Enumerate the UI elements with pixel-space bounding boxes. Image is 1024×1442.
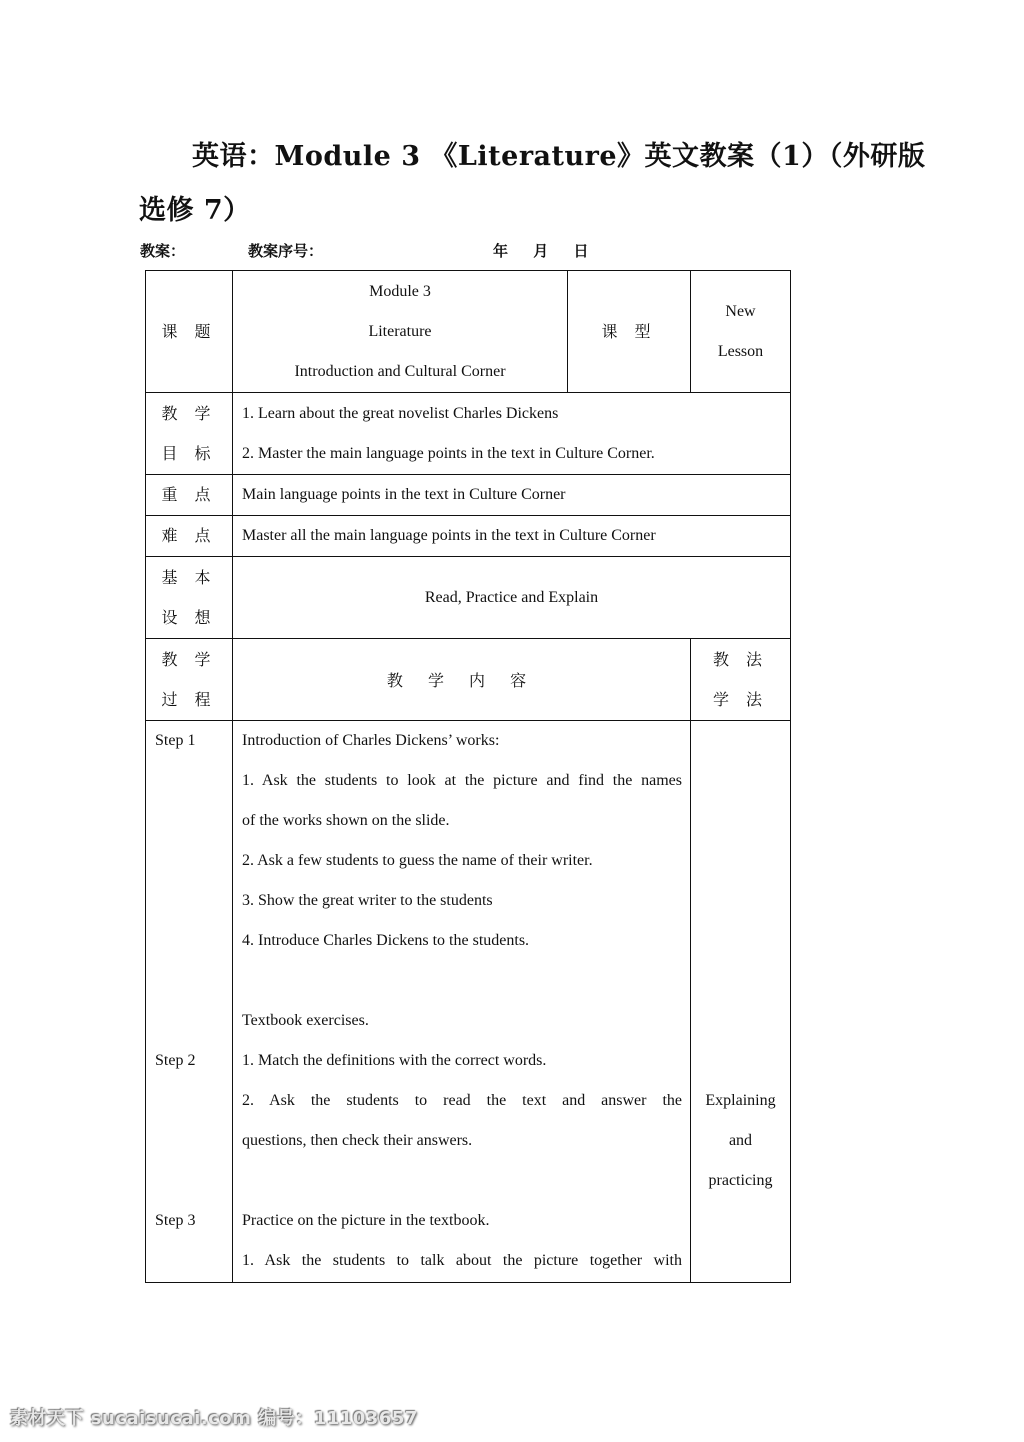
method-header-line: 教 法: [712, 649, 769, 669]
process-body-row: [146, 721, 791, 1283]
process-header-row: [146, 639, 791, 721]
objectives-value: [233, 393, 791, 475]
content-line: 4. Introduce Charles Dickens to the students.: [242, 932, 530, 949]
month-label: 月: [533, 242, 550, 260]
topic-row: [146, 271, 791, 393]
objectives-row: [146, 393, 791, 475]
content-header: 教 学 内 容: [233, 639, 691, 721]
type-value: [691, 271, 791, 393]
step-label: Step 3: [155, 1212, 196, 1229]
type-line: Lesson: [717, 342, 764, 360]
method-line: Explaining: [705, 1092, 776, 1109]
difficulty-row: [146, 516, 791, 557]
method-header-line: 学 法: [712, 689, 769, 709]
process-label-line: 教 学: [161, 649, 217, 669]
step-label: Step 2: [155, 1052, 196, 1069]
lesson-number-label: 教案序号：: [248, 242, 324, 260]
content-line: 1. Ask the students to look at the picture and find the names: [242, 772, 682, 789]
design-value: Read, Practice and Explain: [233, 557, 791, 639]
type-label: 课 型: [568, 271, 691, 393]
difficulty-value: Master all the main language points in the text in Culture Corner: [233, 516, 791, 557]
difficulty-label: 难 点: [146, 516, 233, 557]
objective-item: 2. Master the main language points in the text in Culture Corner.: [242, 444, 655, 462]
process-label-line: 过 程: [161, 689, 217, 709]
content-line: 3. Show the great writer to the students: [242, 892, 493, 909]
key-points-label: 重 点: [146, 475, 233, 516]
design-label: [146, 557, 233, 639]
content-line: Textbook exercises.: [242, 1012, 369, 1029]
design-label-line: 设 想: [161, 607, 217, 627]
content-line: 1. Ask the students to talk about the picture together with: [242, 1252, 682, 1269]
process-label: [146, 639, 233, 721]
design-row: [146, 557, 791, 639]
method-line: and: [728, 1132, 753, 1149]
date-fields: [493, 240, 608, 261]
topic-line: Introduction and Cultural Corner: [294, 362, 506, 380]
design-label-line: 基 本: [161, 567, 217, 587]
key-points-row: [146, 475, 791, 516]
method-line: practicing: [708, 1172, 773, 1189]
content-column: [233, 721, 691, 1283]
objectives-label-line: 教 学: [161, 403, 217, 423]
content-line: Introduction of Charles Dickens’ works:: [242, 732, 500, 749]
steps-column: [146, 721, 233, 1283]
objectives-label-line: 目 标: [161, 443, 217, 463]
day-label: 日: [573, 242, 590, 260]
method-column: [691, 721, 791, 1283]
content-line: 2. Ask the students to read the text and answer the: [242, 1092, 682, 1109]
type-line: New: [725, 302, 756, 320]
topic-line: Literature: [368, 322, 432, 340]
topic-line: Module 3: [369, 282, 431, 300]
lesson-plan-label: 教案：: [140, 242, 186, 260]
objectives-label: [146, 393, 233, 475]
document-title-line-1: 英语：Module 3 《Literature》英文教案（1）（外研版: [192, 141, 926, 172]
content-line: questions, then check their answers.: [242, 1132, 473, 1149]
year-label: 年: [493, 242, 510, 260]
topic-value: [233, 271, 568, 393]
method-header: [691, 639, 791, 721]
content-line: of the works shown on the slide.: [242, 812, 450, 829]
content-line: 2. Ask a few students to guess the name of their writer.: [242, 852, 593, 869]
key-points-value: Main language points in the text in Culture Corner: [233, 475, 791, 516]
document-title-line-2: 选修 7）: [139, 195, 251, 226]
objective-item: 1. Learn about the great novelist Charles Dickens: [242, 404, 559, 422]
lesson-plan-table: [145, 270, 791, 1283]
topic-label: 课 题: [146, 271, 233, 393]
watermark-text: 素材天下 sucaisucai.com 编号：11103657: [10, 1408, 418, 1429]
content-line: Practice on the picture in the textbook.: [242, 1212, 490, 1229]
content-line: 1. Match the definitions with the correct words.: [242, 1052, 547, 1069]
step-label: Step 1: [155, 732, 196, 749]
